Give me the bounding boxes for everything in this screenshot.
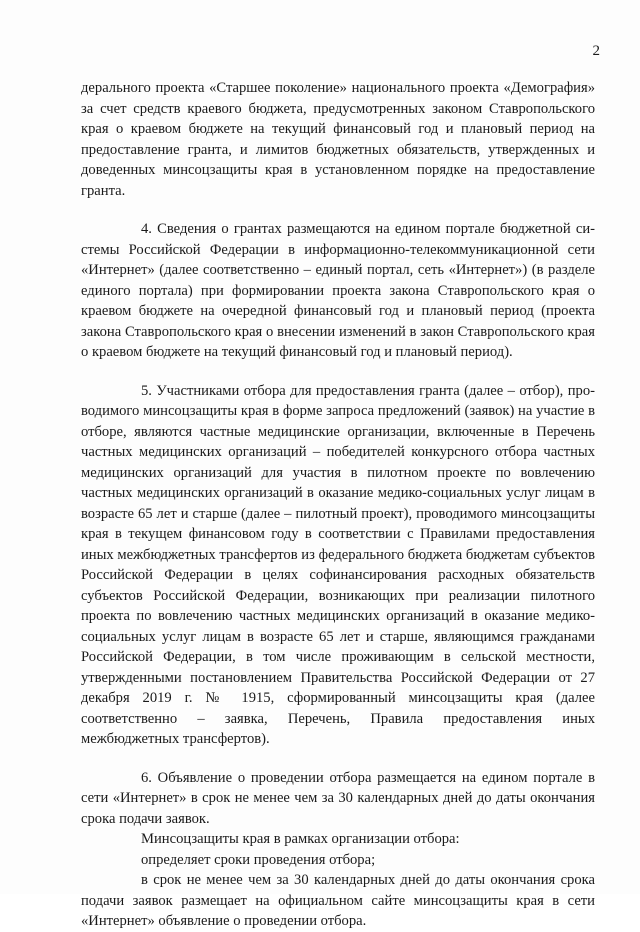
paragraph-item-6: 6. Объявление о проведении отбора размещается на едином портале в сети «Интернет» в срок не менее чем за 30 календарных дней до даты окончания срока подачи заявок. <box>81 769 595 827</box>
paragraph-item-4: 4. Сведения о грантах размещаются на едином портале бюджетной системы Российской Федерации в информационно-телекоммуникационной сети «Интернет» (далее соответственно – единый портал, сеть «Интернет») (в разделе единого портала) при формировании проекта закона Ставропольского края о краевом бюджете на очередной финансовый год и плановый период (проекта закона Ставропольского края о внесении изменений в закон Ставропольского края о краевом бюджете на текущий финансовый год и плановый период). <box>81 221 595 360</box>
paragraph-item-5: 5. Участниками отбора для предоставления гранта (далее – отбор), проводимого минсоцзащиты края в форме запроса предложений (заявок) на участие в отборе, являются частные медицинские организации, включенные в Перечень частных медицинских организаций – победителей конкурсного отбора частных медицинских организаций для участия в пилотном проекте по вовлечению частных медицинских организаций в оказание медико-социальных услуг лицам в возрасте 65 лет и старше (далее – пилотный проект), проводимого минсоцзащиты края в текущем финансовом году в соответствии с Правилами предоставления иных межбюджетных трансфертов из федерального бюджета бюджетам субъектов Российской Федерации в целях софинансирования расходных обязательств субъектов Российской Федерации, возникающих при реализации пилотного проекта по вовлечению частных медицинских организаций в оказание медико-социальных услуг лицам в возрасте 65 лет и старше, являющимся гражданами Российской Федерации, в том числе проживающим в сельской местности, утвержденными постановлением Правительства Российской Федерации от 27 декабря 2019 г. № 1915, сформированный минсоцзащиты края (далее соответственно – заявка, Перечень, Правила предоставления иных межбюджетных трансфертов). <box>81 382 595 747</box>
document-body <box>81 78 595 932</box>
page-number: 2 <box>592 43 600 59</box>
paragraph-continuation: дерального проекта «Старшее поколение» национального проекта «Демография» за счет средств краевого бюджета, предусмотренных законом Ставропольского края о краевом бюджете на текущий финансовый год и плановый период на предоставление гранта, и лимитов бюджетных обязательств, утвержденных и доведенных минсоцзащиты края в установленном порядке на предоставление гранта. <box>81 80 595 199</box>
paragraph-deadlines: определяет сроки проведения отбора; <box>141 851 376 868</box>
paragraph-organization-intro: Минсоцзащиты края в рамках организации отбора: <box>141 831 460 847</box>
paragraph-announcement: в срок не менее чем за 30 календарных дней до даты окончания срока подачи заявок размещает на официальном сайте минсоцзащиты края в сети «Интернет» объявление о проведении отбора. <box>81 872 595 929</box>
